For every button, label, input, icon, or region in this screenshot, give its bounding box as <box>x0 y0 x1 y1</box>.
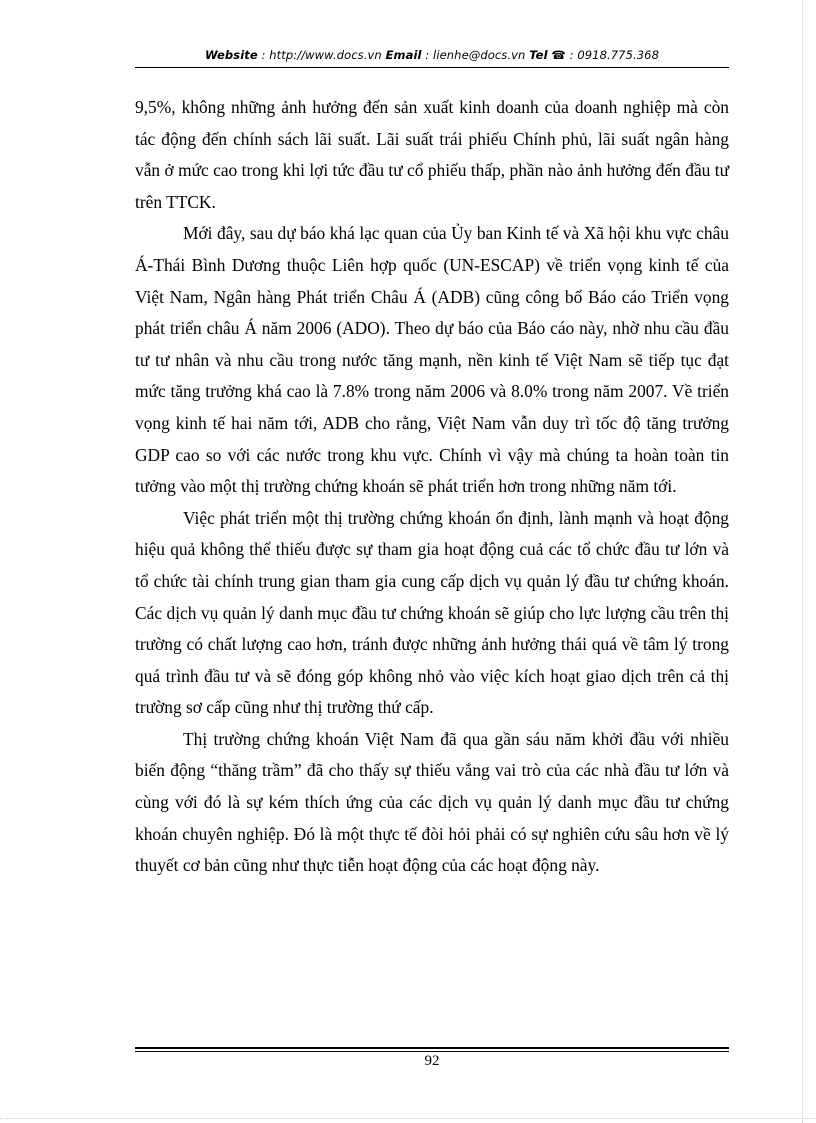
page-number: 92 <box>424 1053 440 1069</box>
website-value: : http://www.docs.vn <box>257 48 386 62</box>
page-header <box>135 48 729 62</box>
tel-label: Tel <box>529 48 548 62</box>
header-divider <box>135 67 729 68</box>
document-body <box>135 92 729 882</box>
paragraph: Thị trường chứng khoán Việt Nam đã qua gần sáu năm khởi đầu với nhiều biến động “thăng trầm” đã cho thấy sự thiếu vắng vai trò của các nhà đầu tư lớn và cùng với đó là sự kém thích ứng của các dịch vụ quản lý danh mục đầu tư chứng khoán chuyên nghiệp. Đó là một thực tế đòi hỏi phải có sự nghiên cứu sâu hơn về lý thuyết cơ bản cũng như thực tiễn hoạt động của các hoạt động này. <box>135 728 729 876</box>
footer-divider-thin <box>135 1051 729 1052</box>
website-label: Website <box>204 48 258 62</box>
paragraph: Mới đây, sau dự báo khá lạc quan của Ủy ban Kinh tế và Xã hội khu vực châu Á-Thái Bình Dương thuộc Liên hợp quốc (UN-ESCAP) về triển vọng kinh tế của Việt Nam, Ngân hàng Phát triển Châu Á (ADB) cũng công bố Báo cáo Triển vọng phát triển châu Á năm 2006 (ADO). Theo dự báo của Báo cáo này, nhờ nhu cầu đầu tư tư nhân và nhu cầu trong nước tăng mạnh, nền kinh tế Việt Nam sẽ tiếp tục đạt mức tăng trưởng khá cao là 7.8% trong năm 2006 và 8.0% trong năm 2007. Về triển vọng kinh tế hai năm tới, ADB cho rằng, Việt Nam vẫn duy trì tốc độ tăng trưởng GDP cao so với các nước trong khu vực. Chính vì vậy mà chúng ta hoàn toàn tin tưởng vào một thị trường chứng khoán sẽ phát triển hơn trong những năm tới. <box>135 223 729 497</box>
email-label: Email <box>385 48 422 62</box>
paragraph-continuation: 9,5%, không những ảnh hưởng đến sản xuất kinh doanh của doanh nghiệp mà còn tác động đến chính sách lãi suất. Lãi suất trái phiếu Chính phủ, lãi suất ngân hàng vẫn ở mức cao trong khi lợi tức đầu tư cổ phiếu thấp, phần nào ảnh hưởng đến đầu tư trên TTCK. <box>135 97 729 212</box>
telephone-icon: ☎ <box>551 48 566 62</box>
page-edge-bottom <box>0 1118 816 1119</box>
footer-divider-thick <box>135 1047 729 1049</box>
page-edge-right <box>802 0 803 1123</box>
tel-value: : 0918.775.368 <box>565 48 659 62</box>
email-value: : lienhe@docs.vn <box>421 48 530 62</box>
paragraph: Việc phát triển một thị trường chứng khoán ổn định, lành mạnh và hoạt động hiệu quả không thể thiếu được sự tham gia hoạt động cuả các tổ chức đầu tư lớn và tổ chức tài chính trung gian tham gia cung cấp dịch vụ quản lý đầu tư chứng khoán. Các dịch vụ quản lý danh mục đầu tư chứng khoán sẽ giúp cho lực lượng cầu trên thị trường có chất lượng cao hơn, tránh được những ảnh hưởng thái quá về tâm lý trong quá trình đầu tư và sẽ đóng góp không nhỏ vào việc kích hoạt giao dịch trên cả thị trường sơ cấp cũng như thị trường thứ cấp. <box>135 507 729 718</box>
